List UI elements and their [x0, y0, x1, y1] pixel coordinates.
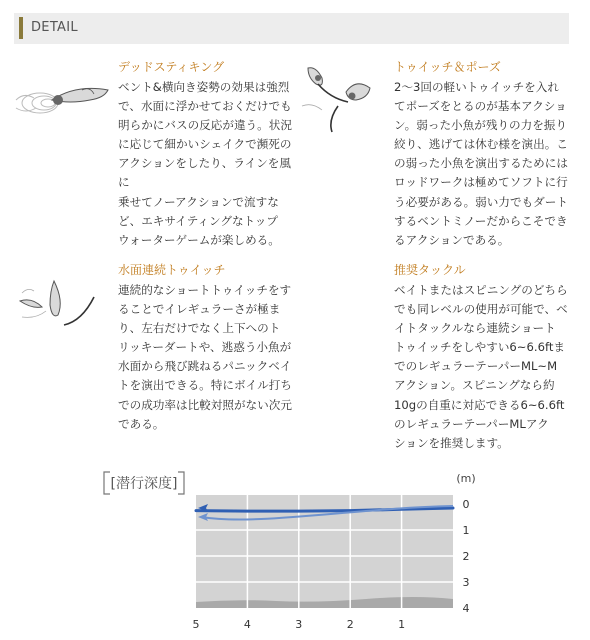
diving-depth-chart: [0, 460, 590, 640]
section-dead-sticking: [118, 59, 298, 250]
section-body: [394, 281, 574, 453]
section-line: ベイトまたはスピニングのどちら: [394, 283, 568, 297]
chart-title-box: [104, 472, 184, 494]
section-body: [118, 281, 298, 434]
section-line: う必要がある。弱い力でもダート: [394, 194, 568, 209]
x-tick-label: 5: [192, 618, 200, 631]
section-line: アクション。スピニングなら約: [394, 378, 555, 393]
section-line: ウォーターゲームが楽しめる。: [118, 232, 280, 247]
y-tick-label: 2: [462, 550, 470, 563]
section-line: ベント&横向き姿勢の効果は強烈: [118, 80, 290, 94]
section-line: 水面から飛び跳ねるパニックベイ: [118, 359, 292, 374]
section-line: ン。弱った小魚が残りの力を振り: [394, 118, 567, 133]
section-line: である。: [118, 416, 165, 431]
section-line: で、水面に浮かせておくだけでも: [118, 99, 292, 114]
section-line: でのレギュラーテーパーML~M: [394, 359, 558, 374]
y-tick-label: 0: [462, 498, 470, 511]
y-tick-label: 4: [462, 602, 470, 615]
y-tick-label: 1: [462, 524, 470, 537]
section-line: 10gの自重に対応できる6~6.6ft: [394, 397, 565, 412]
section-title: 推奨タックル: [394, 263, 466, 277]
section-line: ロッドワークは極めてソフトに行: [394, 175, 568, 190]
section-title: トゥイッチ＆ポーズ: [394, 60, 501, 74]
section-surface-twitch: [118, 262, 298, 434]
section-line: 絞り、逃げては休む様を演出。こ: [394, 137, 568, 152]
dead-sticking-illustration: [12, 70, 120, 132]
section-line: イトタックルなら連続ショート: [394, 321, 556, 336]
section-line: リッキーダートや、逃惑う小魚が: [118, 340, 292, 355]
section-line: り、左右だけでなく上下へのト: [118, 321, 281, 336]
section-title: 水面連続トゥイッチ: [118, 263, 226, 277]
section-recommended-tackle: [394, 262, 574, 453]
section-line: でも同レベルの使用が可能で、ベ: [394, 302, 568, 317]
surface-twitch-illustration: [18, 275, 100, 335]
x-tick-label: 2: [346, 618, 354, 631]
section-body: [394, 78, 574, 250]
section-body: [118, 78, 298, 250]
section-line: アクションをしたり、ラインを風に: [118, 156, 291, 190]
section-line: での成功率は比較対照がない次元: [118, 397, 292, 412]
twitch-pause-illustration: [298, 62, 380, 134]
section-line: に応じて細かいシェイクで瀕死の: [118, 137, 292, 152]
section-line: の弱った小魚を演出するためには: [394, 156, 568, 171]
chart-title: [潜行深度]: [110, 476, 178, 492]
section-line: てポーズをとるのが基本アクショ: [394, 99, 567, 114]
chart-unit-label: (m): [456, 472, 476, 485]
detail-header: [14, 13, 569, 44]
section-line: 連続的なショートトゥイッチをす: [118, 283, 292, 297]
x-tick-label: 4: [243, 618, 251, 631]
section-line: トゥイッチをしやすい6~6.6ftま: [394, 340, 565, 355]
section-line: ることでイレギュラーさが極ま: [118, 302, 281, 317]
header-accent-bar: [19, 17, 23, 39]
section-line: 乗せてノーアクションで流すな: [118, 194, 279, 209]
section-line: ど、エキサイティングなトップ: [118, 213, 278, 228]
section-line: ションを推奨します。: [394, 435, 509, 450]
section-line: るアクションである。: [394, 232, 510, 247]
x-tick-label: 1: [398, 618, 406, 631]
section-twitch-pause: [394, 59, 574, 250]
section-line: するベントミノーだからこそでき: [394, 213, 568, 228]
section-line: 明らかにバスの反応が違う。状況: [118, 118, 292, 133]
section-title: デッドスティキング: [118, 60, 225, 74]
header-title: DETAIL: [31, 20, 78, 35]
section-line: 2～3回の軽いトゥイッチを入れ: [394, 80, 559, 94]
y-tick-label: 3: [462, 576, 470, 589]
section-line: のレギュラーテーパーMLアク: [394, 416, 549, 431]
section-line: トを演出できる。特にボイル打ち: [118, 378, 292, 393]
x-tick-label: 3: [295, 618, 303, 631]
